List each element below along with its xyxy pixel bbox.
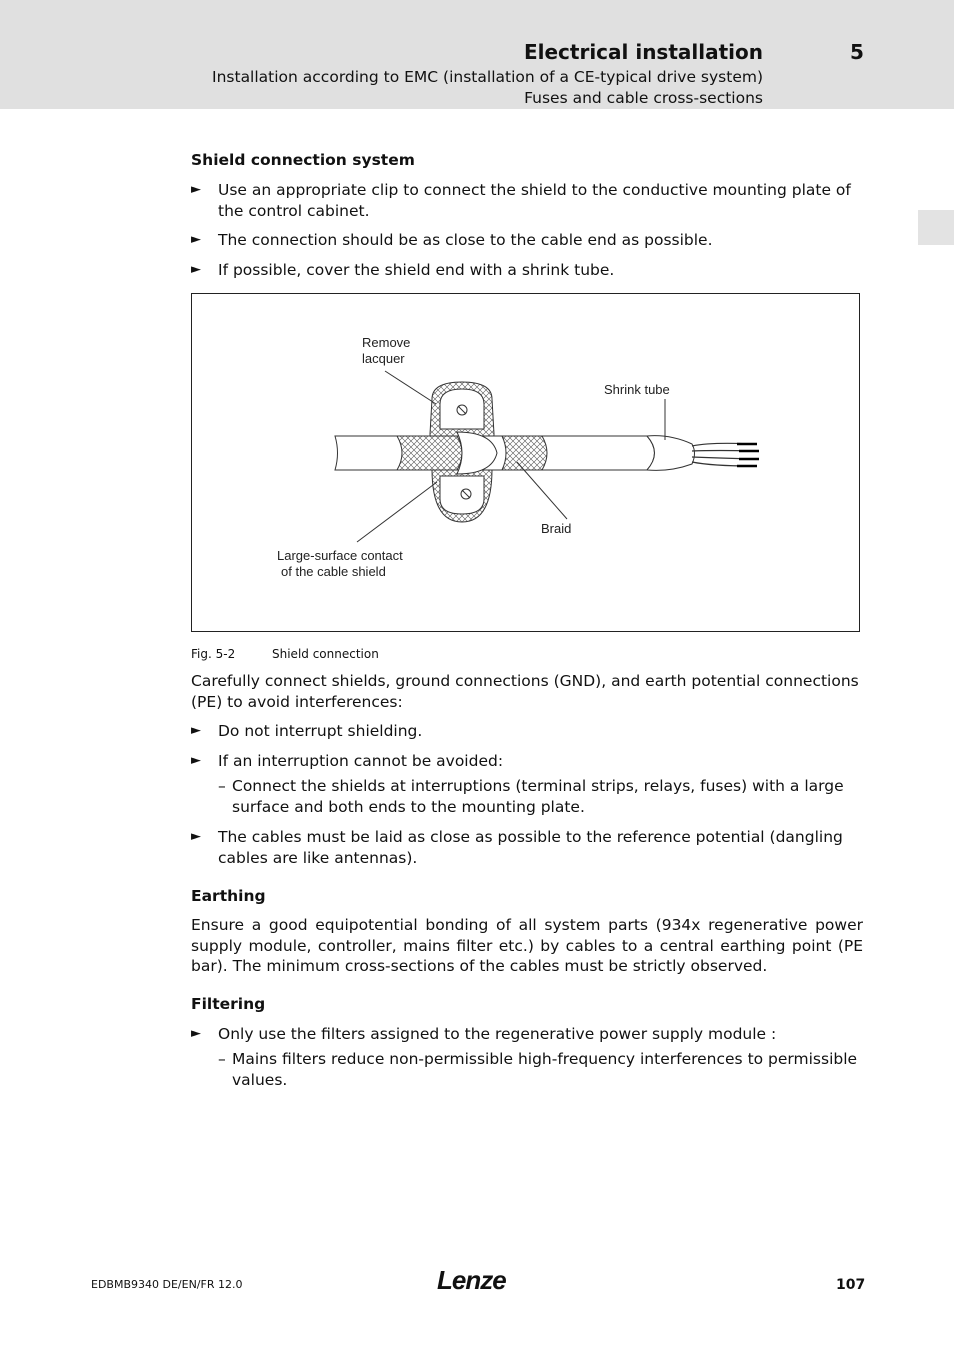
figure-caption-text: Shield connection: [272, 647, 379, 661]
sub-list-item: – Mains filters reduce non-permissible high-frequency interferences to permissible values.: [218, 1050, 858, 1089]
bullet-arrow-icon: ►: [191, 829, 201, 844]
list-item: ► The cables must be laid as close as possible to the reference potential (dangling cables are like antennas).: [191, 828, 843, 867]
label-braid: Braid: [541, 521, 572, 536]
bullet-arrow-icon: ►: [191, 182, 201, 197]
bullet-arrow-icon: ►: [191, 262, 201, 277]
shrink-tube: [647, 436, 695, 471]
shield-connection-figure: [191, 293, 860, 632]
label-remove-lacquer: lacquer: [362, 351, 405, 366]
earthing-heading: Earthing: [191, 887, 266, 905]
bullet-arrow-icon: ►: [191, 1026, 201, 1041]
label-contact: of the cable shield: [281, 564, 386, 579]
list-item: ► If possible, cover the shield end with a shrink tube.: [191, 261, 615, 279]
chapter-title: Electrical installation: [523, 40, 763, 64]
section-subtitle: Installation according to EMC (installation of a CE-typical drive system): [212, 68, 763, 86]
chapter-side-tab: [918, 210, 954, 245]
bullet-arrow-icon: ►: [191, 232, 201, 247]
list-item: ► Use an appropriate clip to connect the shield to the conductive mounting plate of the control cabinet.: [191, 181, 851, 220]
shield-connection-diagram: [192, 294, 859, 631]
document-code: EDBMB9340 DE/EN/FR 12.0: [91, 1278, 243, 1291]
list-item: ► Only use the filters assigned to the regenerative power supply module :: [191, 1025, 777, 1043]
page-number: 107: [836, 1277, 866, 1293]
list-item: ► Do not interrupt shielding.: [191, 722, 423, 740]
filtering-heading: Filtering: [191, 995, 266, 1013]
list-item: ► The connection should be as close to the cable end as possible.: [191, 231, 713, 249]
bullet-arrow-icon: ►: [191, 753, 201, 768]
header-band: [0, 0, 954, 109]
cable-wires: [692, 443, 754, 466]
sub-list-item: – Connect the shields at interruptions (terminal strips, relays, fuses) with a large surface and both ends to the mounting plate.: [218, 777, 844, 816]
label-contact: Large-surface contact: [277, 548, 403, 563]
bullet-arrow-icon: ►: [191, 723, 201, 738]
cable-braid: [397, 436, 462, 470]
earthing-text: Ensure a good equipotential bonding of all system parts (934x regenerative power supply module, controller, mains filter etc.) by cables to a central earthing point (PE bar). The minimum cross-sections of the cables must be strictly observed.: [191, 916, 863, 975]
lenze-logo: Lenze: [437, 1265, 506, 1295]
subsection-subtitle: Fuses and cable cross-sections: [524, 89, 763, 107]
chapter-number: 5: [850, 40, 864, 64]
figure-caption-label: Fig. 5-2: [191, 647, 236, 661]
label-remove-lacquer: Remove: [362, 335, 411, 350]
connection-intro: Carefully connect shields, ground connections (GND), and earth potential connections (PE) to avoid interferences:: [191, 672, 859, 711]
list-item: ► If an interruption cannot be avoided:: [191, 752, 504, 770]
shield-heading: Shield connection system: [191, 151, 415, 169]
label-shrink-tube: Shrink tube: [604, 382, 670, 397]
